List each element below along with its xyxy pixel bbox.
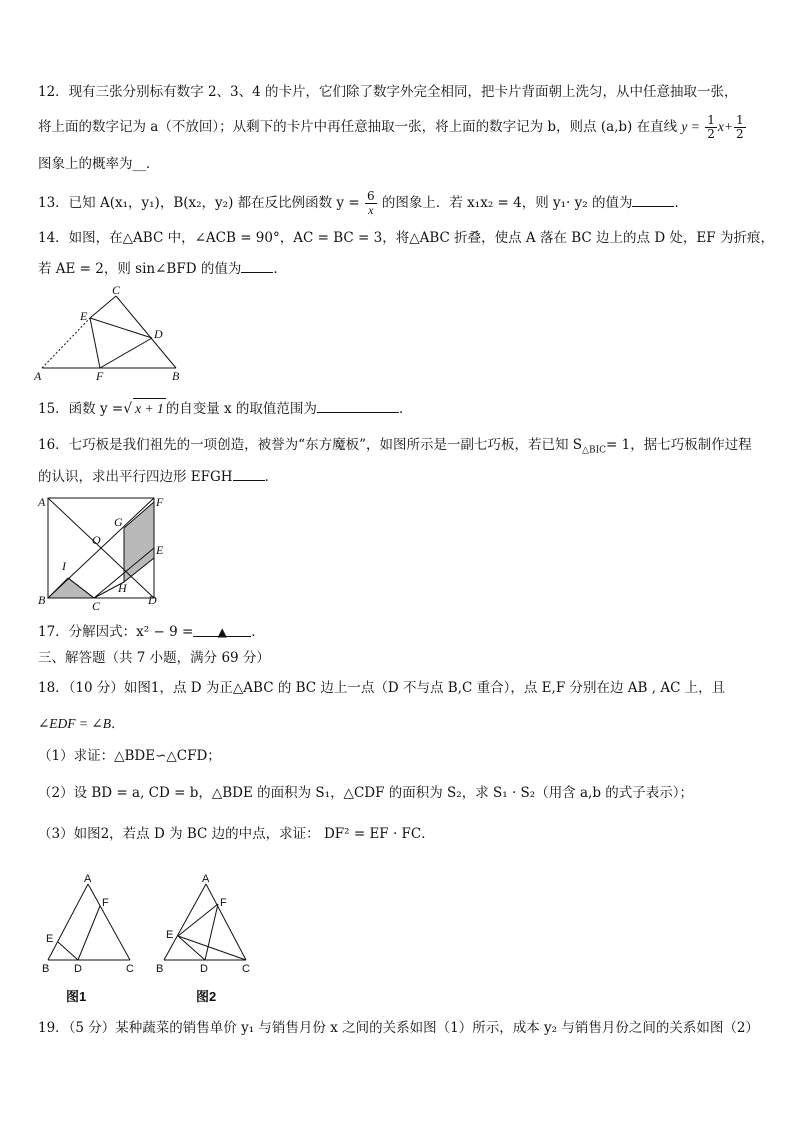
q16-subscript: △BIC [582,445,607,456]
q16-shaded-parallelogram [124,502,154,582]
q18-text2: ∠EDF = ∠B． [38,716,125,731]
q12-fraction-1: $\frac{1}{2}$ [707,113,715,141]
fig2-label-e: E [166,929,174,941]
q14-label-b: B [172,369,180,383]
q12-text3: 图象上的概率为__． [38,156,160,172]
fig1-segment-df [78,906,100,960]
q18-line1 [38,678,725,698]
q14-label-a: A [34,369,42,383]
fig2-side-ab [164,884,206,960]
q18-text1: 18．（10 分）如图1，点 D 为正△ABC 的 BC 边上一点（D 不与点 B,C 重合），点 E,F 分别在边 AB , AC 上，且 [38,680,726,696]
fig1-label-e: E [46,933,54,945]
q16-line1 [38,435,752,461]
q19-text1: 19．（5 分）某种蔬菜的销售单价 y₁ 与销售月份 x 之间的关系如图（1）所示，成本 y₂ 与销售月份之间的关系如图（2） [38,1020,759,1036]
q16-line2: 的认识，求出平行四边形 EFGH ． [38,466,278,487]
q16-label-d: D [148,593,157,607]
q16-label-h: H [118,581,127,595]
fig2-label-b: B [156,963,164,975]
q16-label-e: E [156,543,164,557]
q14-segment-fd [100,338,152,368]
q18-figure-2-caption: 图2 [196,989,217,1004]
fig2-label-c: C [242,963,250,975]
fig2-side-ac [206,884,246,960]
q14-text2: 若 AE = 2，则 sin∠BFD 的值为 [38,261,242,277]
q15-radicand: x + 1 [133,398,166,419]
q18-figure-1 [38,870,148,976]
q14-label-c: C [112,284,121,297]
q16-label-i: I [62,559,66,573]
q14-segment-ef [90,318,100,368]
q12-text2: 将上面的数字记为 a（不放回）；从剩下的卡片中再任意抽取一张，将上面的数字记为 b，则点 (a,b) 在直线 [38,119,678,135]
q15-text-pre: 15．函数 y = [38,401,124,417]
fig2-label-f: F [220,897,227,909]
q14-segment-ec [90,296,116,318]
q13-line: 13．已知 A(x₁，y₁)，B(x₂，y₂) 都在反比例函数 y = $\frac{6}{x}$ 的图象上．若 x₁x₂ = 4，则 y₁· y₂ 的值为 ． [38,189,688,217]
q14-text1: 14．如图，在△ABC 中，∠ACB = 90°，AC = BC = 3，将△ABC 折叠，使点 A 落在 BC 边上的点 D 处，EF 为折痕， [38,230,774,246]
fig1-label-d: D [74,963,82,975]
q18-part3: （3）如图2，若点 D 为 BC 边的中点，求证： DF² = EF · FC． [38,826,435,842]
q14-label-f: F [96,369,104,383]
q16-label-f: F [156,495,164,509]
fig1-label-b: B [42,963,50,975]
q17-line: 17．分解因式：x² − 9 = ▲ ． [38,624,265,640]
q13-answer-blank [632,192,674,207]
q16-label-o: O [92,533,101,547]
fig1-label-a: A [84,873,92,885]
q13-text-pre: 13．已知 A(x₁，y₁)，B(x₂，y₂) 都在反比例函数 y = [38,195,360,211]
q18-part2: （2）设 BD = a, CD = b，△BDE 的面积为 S₁，△CDF 的面积为 S₂，求 S₁ · S₂（用含 a,b 的式子表示）； [38,785,694,801]
q14-label-e: E [80,309,88,323]
q15-line: 15．函数 y =√ x + 1 的自变量 x 的取值范围为 ． [38,398,412,419]
q16-tangram-figure [34,492,170,614]
fig1-segment-ed [58,942,78,960]
fig1-label-c: C [126,963,134,975]
q12-line-eq: y = [681,119,700,134]
q14-segment-cb [116,296,176,368]
q16-text1b: = 1，据七巧板制作过程 [606,437,752,453]
q18-part1: （1）求证：△BDE∽△CFD； [38,748,221,764]
q18-figure-1-caption: 图1 [66,989,87,1004]
q14-answer-blank [241,258,273,273]
q12-fraction-2: $\frac{1}{2}$ [735,113,744,141]
q16-label-b: B [38,593,46,607]
q14-line1 [38,228,774,248]
q12-x-plus: x+ [717,119,733,134]
fig2-segment-ed [178,936,205,960]
q16-text1: 16．七巧板是我们祖先的一项创造，被誉为“东方魔板”，如图所示是一副七巧板，若已知 S [38,437,583,453]
q14-line2: 若 AE = 2，则 sin∠BFD 的值为 ． [38,258,287,279]
q16-text2: 的认识，求出平行四边形 EFGH [38,469,233,485]
q16-answer-blank [233,466,265,481]
q12-text1: 12．现有三张分别标有数字 2、3、4 的卡片，它们除了数字外完全相同，把卡片背面朝上洗匀，从中任意抽取一张， [38,84,738,100]
q15-text-post: 的自变量 x 的取值范围为 [165,401,317,417]
q17-answer-triangle: ▲ [193,622,251,637]
q14-label-d: D [154,327,163,341]
q18-figure-2 [150,870,260,976]
fig1-label-f: F [102,897,109,909]
q16-label-a: A [38,495,46,509]
q13-fraction: $\frac{6}{x}$ [366,189,375,217]
q12-line2 [38,114,747,141]
q19-line1 [38,1018,759,1038]
q14-segment-ae-dotted [42,318,90,368]
q13-text-post: 的图象上．若 x₁x₂ = 4，则 y₁· y₂ 的值为 [381,195,633,211]
fig2-label-a: A [202,873,210,885]
q17-text: 17．分解因式：x² − 9 = [38,624,194,640]
q12-line1 [38,82,738,102]
q16-shaded-triangle [48,578,94,598]
fig2-label-d: D [200,963,208,975]
q18-line2 [38,714,124,734]
q16-label-c: C [92,599,101,613]
section-3-heading: 三、解答题（共 7 小题，满分 69 分） [38,650,270,666]
q15-answer-blank [317,398,399,413]
q15-radical-sign: √ [123,401,133,417]
q16-label-g: G [114,515,123,529]
fig1-side-ac [88,884,130,960]
fig1-side-ab [48,884,88,960]
q12-line3 [38,154,160,174]
q14-triangle-figure [32,284,192,384]
